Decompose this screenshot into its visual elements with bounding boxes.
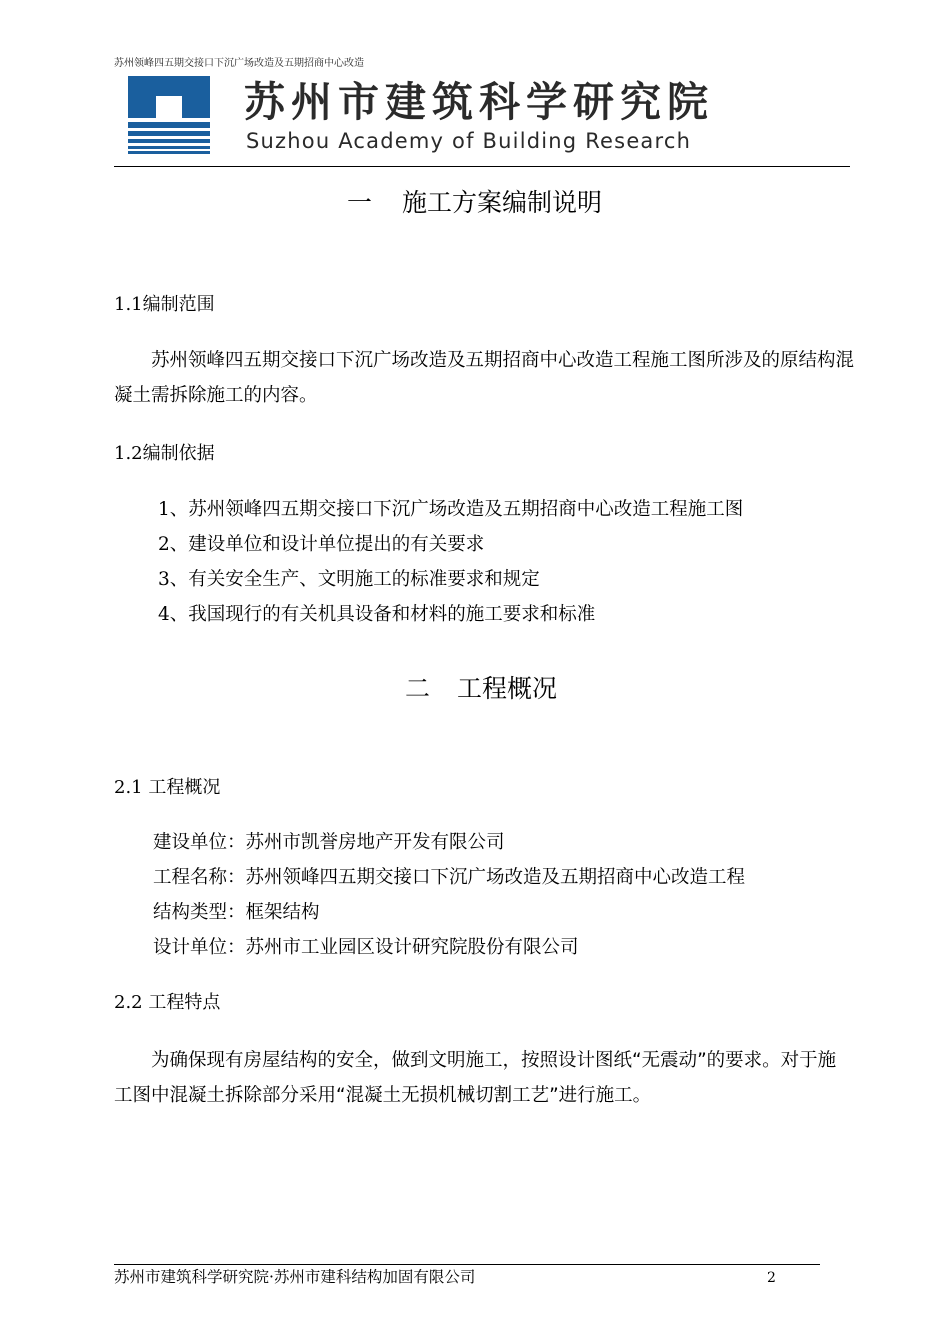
logo-top-block: [156, 76, 182, 96]
subsection-2-1-title: 工程概况: [148, 777, 221, 798]
subsection-1-1-number: 1.1: [114, 294, 143, 315]
section1-number: 一: [347, 188, 373, 217]
subsection-2-1-heading: [114, 776, 220, 800]
project-info-row: 结构类型：框架结构: [153, 902, 320, 923]
project-info-row: 工程名称：苏州领峰四五期交接口下沉广场改造及五期招商中心改造工程: [153, 867, 746, 888]
project-info-row: 设计单位：苏州市工业园区设计研究院股份有限公司: [153, 937, 579, 958]
subsection-1-2-number: 1.2: [114, 443, 143, 464]
basis-list-item: 1、苏州领峰四五期交接口下沉广场改造及五期招商中心改造工程施工图: [158, 499, 744, 520]
subsection-2-2-heading: [114, 991, 220, 1015]
features-paragraph: 为确保现有房屋结构的安全，做到文明施工，按照设计图纸“无震动”的要求。对于施工图中混凝土拆除部分采用“混凝土无损机械切割工艺”进行施工。: [114, 1050, 837, 1106]
section2-title: 工程概况: [457, 674, 558, 703]
scope-paragraph: 苏州领峰四五期交接口下沉广场改造及五期招商中心改造工程施工图所涉及的原结构混凝土需拆除施工的内容。: [114, 350, 855, 406]
logo-left-block: [128, 76, 156, 118]
basis-list-item: 4、我国现行的有关机具设备和材料的施工要求和标准: [158, 604, 596, 625]
section2-number: 二: [405, 674, 431, 703]
footer-org: 苏州市建筑科学研究院·苏州市建科结构加固有限公司: [114, 1268, 476, 1286]
org-logo: [128, 76, 210, 154]
running-header: 苏州领峰四五期交接口下沉广场改造及五期招商中心改造: [114, 58, 364, 69]
subsection-2-1-number: 2.1: [114, 777, 143, 798]
org-name-cn: 苏州市建筑科学研究院: [244, 78, 714, 126]
subsection-1-1-heading: [114, 293, 215, 317]
basis-list-item: 3、有关安全生产、文明施工的标准要求和规定: [158, 569, 540, 590]
project-info-row: 建设单位：苏州市凯誉房地产开发有限公司: [153, 832, 505, 853]
logo-stripe: [128, 139, 210, 143]
logo-stripe: [128, 131, 210, 136]
subsection-1-2-heading: [114, 442, 215, 466]
logo-right-block: [182, 76, 210, 118]
subsection-2-2-number: 2.2: [114, 992, 143, 1013]
logo-stripe: [128, 146, 210, 149]
basis-list-item: 2、建设单位和设计单位提出的有关要求: [158, 534, 485, 555]
subsection-1-2-title: 编制依据: [142, 443, 215, 464]
page-number: 2: [767, 1270, 776, 1286]
subsection-2-2-title: 工程特点: [148, 992, 221, 1013]
org-name-en: Suzhou Academy of Building Research: [246, 129, 692, 153]
logo-stripe: [128, 151, 210, 154]
header-divider: [114, 166, 850, 167]
logo-stripe: [128, 122, 210, 128]
subsection-1-1-title: 编制范围: [142, 294, 215, 315]
footer-divider: [114, 1264, 820, 1265]
section1-title: 施工方案编制说明: [402, 188, 603, 217]
